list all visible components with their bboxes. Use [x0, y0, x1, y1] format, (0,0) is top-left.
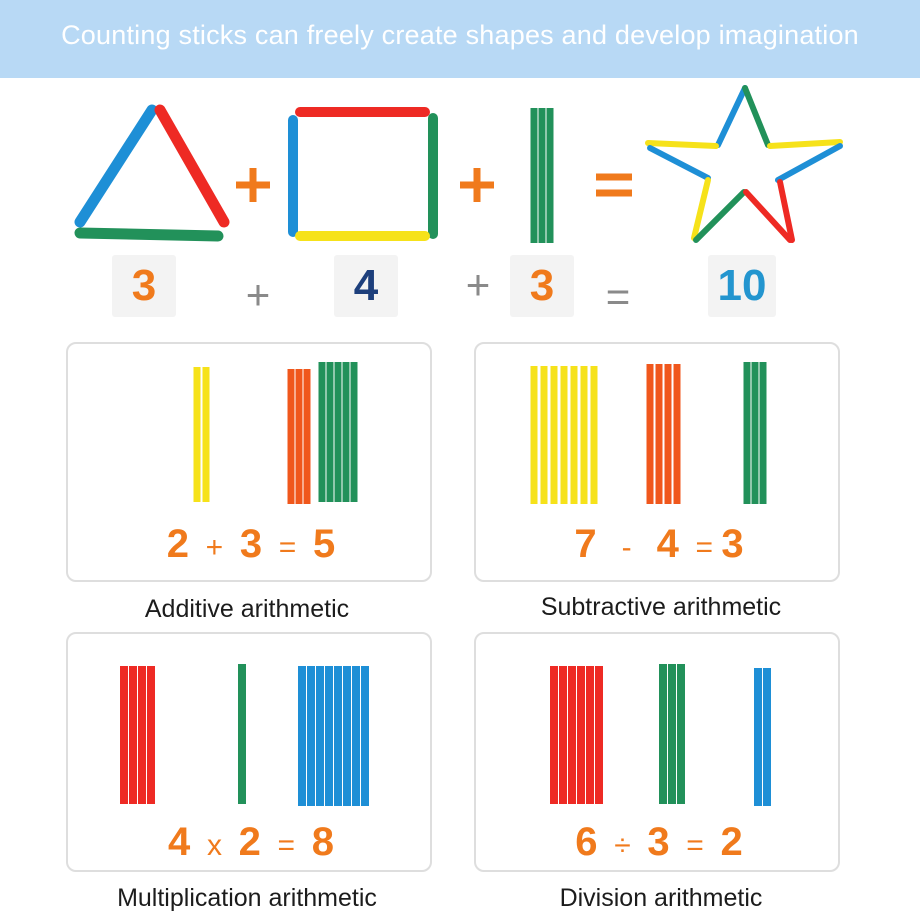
division-panel — [474, 632, 840, 872]
star-shape — [648, 88, 840, 240]
plus-symbol-2 — [460, 168, 494, 202]
division-caption: Division arithmetic — [559, 884, 763, 912]
count-value: 3 — [529, 261, 555, 310]
count-equals: = — [605, 273, 631, 320]
multiplication-caption: Multiplication arithmetic — [117, 884, 377, 912]
equals-symbol — [596, 177, 632, 193]
subtraction-equation: 7 - 4 = 3 — [574, 522, 744, 566]
count-value: 3 — [131, 261, 157, 310]
count-value: 4 — [353, 261, 379, 310]
addition-caption: Additive arithmetic — [144, 595, 350, 623]
addition-panel — [66, 342, 432, 582]
subtraction-panel — [474, 342, 840, 582]
plus-symbol-1 — [236, 168, 270, 202]
multiplication-panel — [66, 632, 432, 872]
triangle-shape — [80, 110, 224, 236]
count-value: 10 — [717, 261, 767, 310]
count-card-star — [708, 255, 776, 317]
three-sticks-shape — [534, 108, 550, 243]
addition-equation: 2 + 3 = 5 — [166, 522, 336, 566]
banner-title: Counting sticks can freely create shapes and develop imagination — [61, 20, 859, 50]
square-shape — [293, 112, 433, 236]
count-card-sticks — [510, 255, 574, 317]
count-card-triangle — [112, 255, 176, 317]
count-plus-1: + — [245, 271, 271, 318]
multiplication-equation: 4 x 2 = 8 — [168, 820, 334, 864]
count-plus-2: + — [465, 261, 491, 308]
division-equation: 6 ÷ 3 = 2 — [575, 820, 743, 864]
subtraction-caption: Subtractive arithmetic — [540, 593, 782, 621]
count-card-square — [334, 255, 398, 317]
